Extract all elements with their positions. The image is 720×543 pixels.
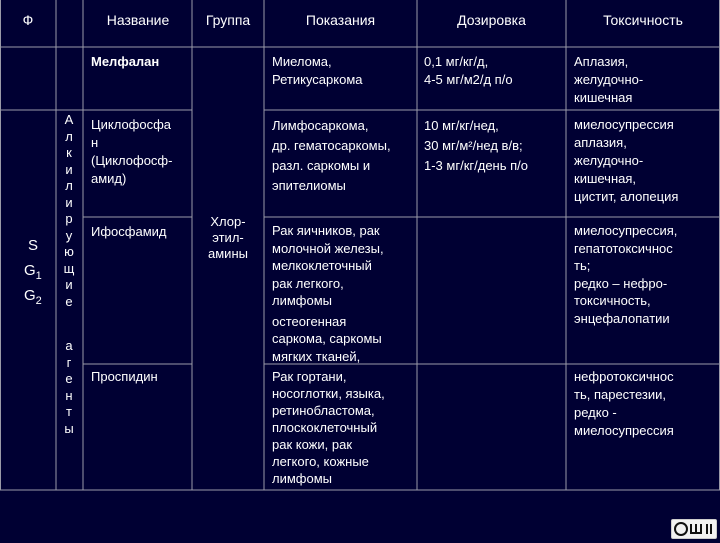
vertical-letter: щ: [63, 260, 75, 276]
vertical-letter: л: [65, 128, 73, 144]
vertical-letter: е: [65, 371, 73, 386]
row-melphalan-dosage: 0,1 мг/кг/д, 4-5 мг/м2/д п/о: [424, 54, 513, 87]
vertical-letter: н: [65, 387, 73, 403]
phase-label-g1: $G_1$: [24, 262, 42, 282]
row-ifosfamide-indications: Рак яичников, рак молочной железы, мелкоклеточный рак легкого, лимфомы остеогенная саркома, саркомы мягких тканей,: [272, 223, 384, 364]
vertical-letter: а: [65, 338, 73, 353]
vertical-letter: к: [66, 145, 72, 160]
vertical-letter: ю: [64, 244, 74, 259]
row-ifosfamide-name: Ифосфамид: [91, 224, 167, 239]
row-ifosfamide-toxicity: миелосупрессия, гепатотоксичнос ть; редко – нефро- токсичность, энцефалопатии: [574, 223, 678, 326]
row-cyclophosphamide-toxicity: миелосупрессия аплазия, желудочно- кишечная, цистит, алопеция: [574, 117, 679, 204]
vertical-letter: и: [65, 277, 73, 292]
vertical-letter: р: [65, 211, 73, 226]
row-prospidin-name: Проспидин: [91, 369, 158, 384]
header-indications: Показания: [305, 12, 376, 28]
row-prospidin-indications: Рак гортани, носоглотки, языка, ретинобластома, плоскоклеточный рак кожи, рак легкого, кожные лимфомы: [272, 369, 385, 486]
header-name: Название: [106, 12, 170, 28]
row-cyclophosphamide-name: Циклофосфа н (Циклофосф- амид): [91, 117, 173, 186]
vertical-letter: л: [65, 178, 73, 193]
vertical-letter: и: [65, 161, 73, 177]
vertical-letter: ы: [64, 420, 74, 436]
header-phase: Ф: [22, 12, 34, 28]
row-melphalan-indications: Миелома, Ретикусаркома: [272, 54, 363, 87]
header-dosage: Дозировка: [457, 12, 526, 28]
logo-mark-icon: [672, 520, 716, 538]
header-group: Группа: [205, 12, 251, 28]
publisher-logo: [671, 519, 717, 539]
vertical-letter: у: [65, 227, 73, 243]
vertical-letter: г: [66, 354, 72, 370]
row-cyclophosphamide-dosage: 10 мг/кг/нед, 30 мг/м²/нед в/в; 1-3 мг/кг/день п/о: [424, 118, 528, 173]
alkylating-vertical-label: [56, 112, 82, 310]
phase-label-g2: $G_2$: [24, 287, 42, 307]
header-toxicity: Токсичность: [603, 12, 683, 28]
row-melphalan-toxicity: Аплазия, желудочно- кишечная: [574, 54, 644, 105]
vertical-letter: и: [65, 194, 73, 210]
group-label-line: этил-: [212, 230, 244, 245]
phase-label-s: S: [28, 237, 39, 254]
vertical-letter: т: [66, 404, 72, 419]
group-label-line: амины: [208, 246, 248, 261]
group-label: [194, 214, 262, 262]
row-cyclophosphamide-indications: Лимфосаркома, др. гематосаркомы, разл. саркомы и эпителиомы: [272, 118, 391, 193]
group-label-line: Хлор-: [210, 214, 246, 229]
vertical-letter: А: [64, 112, 74, 127]
vertical-letter: е: [65, 293, 73, 309]
row-prospidin-toxicity: нефротоксичнос ть, парестезии, редко - миелосупрессия: [574, 369, 674, 438]
agents-vertical-label: [56, 338, 82, 437]
row-melphalan-name: Мелфалан: [91, 54, 160, 69]
